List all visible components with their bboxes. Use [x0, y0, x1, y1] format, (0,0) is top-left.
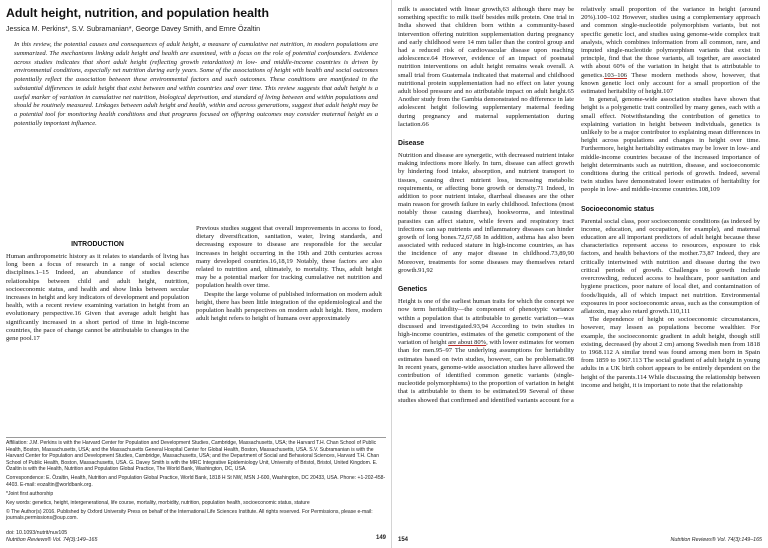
intro-column-left: [6, 240, 189, 343]
author-list: Jessica M. Perkins*, S.V. Subramanian*, George Davey Smith, and Emre Özaltin: [6, 25, 261, 33]
highlighted-estimate: are about 80%: [448, 339, 487, 347]
intro-paragraph-3: Despite the large volume of published information on modern adult height, there has been little integration of the epidemiological and the population health perspectives on modern adult height. Here, modern adult height refers to height of humans over approximately: [196, 290, 382, 323]
page-number: 154: [398, 537, 409, 543]
article-title: Adult height, nutrition, and population health: [6, 6, 269, 20]
right-page: [392, 0, 768, 548]
highlighted-citation: 103–106: [604, 71, 628, 79]
affiliation-note: Affiliation: J.M. Perkins is with the Harvard Center for Population and Development Studies, Cambridge, Massachusetts, USA; the Harvard T.H. Chan School of Public Health, Boston, Massachusetts, USA; and the Massachusetts General Hospital Center for Global Health, Boston, Massachusetts, USA. S.V. Subramanian is with the Harvard Center for Population and Development Studies, Cambridge, Massachusetts, USA; and the Department of Social and Behavioral Sciences, Harvard T.H. Chan School of Public Health, Boston, Massachusetts, USA. G. Davey Smith is with the MRC Integrative Epidemiology Unit, University of Bristol, Bristol, United Kingdom. E. Özaltin is with the Health, Nutrition and Population Global Practice, The World Bank, Washington, DC, USA.: [6, 440, 380, 472]
correspondence-note[interactable]: Correspondence: E. Özaltin, Health, Nutrition and Population Global Practice, World Bank, 1818 H St NW, MSN J-600, Washington, DC 20433, USA. Phone: +1-202-458-4403. E-mail: eozaltin@worldbank.org.: [6, 475, 386, 488]
introduction-heading: INTRODUCTION: [71, 241, 124, 248]
page-number: 149: [375, 535, 386, 541]
gwas-paragraph: In general, genome-wide association studies have shown that height is a polygenetic trait controlled by many genes, each with a small effect. Notwithstanding the contribution of genetics to explaining variation in height between individuals, genetics is unlikely to be a major contributor to explaining mean differences in height across populations and changes in height over time. Furthermore, height heritability estimates may be lower in low- and middle-income countries because of the increased importance of height determinants such as nutrition, disease, and socioeconomic conditions during the critical periods of growth. Indeed, several twin studies have demonstrated lower estimates of heritability for people in low- and middle-income countries.108,109: [581, 96, 760, 194]
right-column-2: [581, 6, 760, 390]
right-column-1: [398, 6, 574, 405]
nutrition-paragraph: milk is associated with linear growth,63 although there may be something specific to milk itself besides milk protein. One trial in India showed that children born within a community-based intervention offering nutrition supplementation during pregnancy and early childhood were 14 mm taller than the control group and had a reduced risk of cardiovascular disease upon reaching adolescence.64 However, evidence of an impact of postnatal nutrition interventions on adult height remains weak overall. A small trial from Guatemala indicated that maternal and childhood nutritional protein supplementation had no effect on later young adult blood pressure and no attributable impact on adult height.65 Another study from the Gambia demonstrated no difference in late adolescent height following supplementary maternal feeding during pregnancy and maternal supplementation during lactation.66: [398, 6, 574, 128]
intro-paragraph-1: Human anthropometric history as it relates to standards of living has long been a focus of research in a range of social science disciplines.1–15 Indeed, an abundance of studies describe relationships between child and adult height, nutrition, socioeconomic status, and health and show links between secular increases in height and key indicators of development and population health, with a recent review examining variation in height from an evolutionary perspective.16 Given that average adult height has significantly increased in a short period of time in high-income countries, the pace of change cannot be attributable to changes in the gene pool.17: [6, 253, 189, 343]
heritability-paragraph: relatively small proportion of the variance in height (around 20%).100–102 However, studies using a complementary approach and common single-nucleotide polymorphism variants, but not specific genetic loci, and studies using genome-wide complex trait analysis, which combines information from all common, rare, and imputed single-nucleotide polymorphism variants that exist in principle, find that the those variants, all together, are associated with about 60% of the variation in height that is attributable to genetics.103–106 These modern methods show, however, that known genetic loci only account for a small proportion of the estimated heritability of height.107: [581, 6, 760, 96]
ses-paragraph-1: Parental social class, poor socioeconomic conditions (as indexed by income, education, and occupation, for example), and maternal education are all important predictors of adult height because these characteristics represent access to resources, exposure to risk factors, and health behaviors of the mother.73,87 Indeed, they are critically intertwined with nutrition and disease during the two critical periods of growth. Challenges to growth include overcrowding, reduced access to healthcare, poor sanitation and hygiene practices, poor nature of local diet, and contamination of foods/liquids, all of which impact net nutrition. Environmental exposures in poor socioeconomic areas, such as the consumption of aflatoxin, may also retard growth.110,111: [581, 217, 760, 315]
abstract: In this review, the potential causes and consequences of adult height, a measure of cumulative net nutrition, in modern populations are summarized. The mechanisms linking adult height and health are examined, with a focus on the role of potential confounders. Evidence across studies indicates that short adult height (reflecting growth retardation) in low- and middle-income countries is driven by environmental conditions, especially net nutrition during early years. Some of the associations of height with health and social outcomes potentially reflect the association between these environmental factors and such outcomes. These conditions are manifested in the substantial differences in adult height that exist between and within countries and over time. This review suggests that adult height is a useful marker of variation in cumulative net nutrition, biological deprivation, and standard of living between and within populations and should be routinely measured. Linkages between adult height and health, within and across generations, suggest that adult height may be a potential tool for monitoring health conditions and that programs focused on offspring outcomes may consider maternal height as a potentially important influence.: [14, 41, 378, 127]
intro-column-right: [196, 225, 382, 323]
copyright-note: © The Author(s) 2016. Published by Oxford University Press on behalf of the International Life Sciences Institute. All rights reserved. For Permissions, please e-mail: journals.permissions@oup.com.: [6, 508, 373, 521]
footnote-divider: [6, 437, 386, 438]
left-page-footer: [6, 530, 386, 543]
keywords-note: Key words: genetics, height, intergenerational, life course, mortality, morbidity, nutrition, population health, socioeconomic status, stature: [6, 499, 310, 506]
journal-citation: Nutrition Reviews® Vol. 74(3):149–165: [6, 536, 98, 543]
genetics-heading: Genetics: [398, 286, 428, 294]
doi-link[interactable]: doi: 10.1093/nutrit/nuv105: [6, 530, 68, 536]
ses-heading: Socioeconomic status: [581, 205, 655, 213]
joint-authorship-note: *Joint first authorship: [6, 490, 54, 497]
ses-paragraph-2: The dependence of height on socioeconomic circumstances, however, may lessen as populations become wealthier. For example, the socioeconomic gradient in adult height, though still existing, decreased (by about 2 cm) among Swedish men from 1818 to 1968.112 A similar trend was found among men born in Spain from 1859 to 1967.113 The social gradient of adult height in young adults in a UK birth cohort appears to be entirely dependent on the height of the parents.114 While discussing the relationship between income and height, it is important to note that the relationship: [581, 316, 760, 389]
right-page-footer: [398, 537, 762, 546]
genetics-paragraph: Height is one of the earliest human traits for which the concept we now term heritability—the component of phenotypic variance within a population that is attributable to genetic variation—was discussed and investigated.93,94 According to twin studies in high-income countries, estimates of the genetic component of the variation of height are about 80%, with lower estimates for women than for men.95–97 The underlying assumptions for heritability estimates based on twin studies, however, can be problematic.98 In recent years, genome-wide association studies have allowed the contribution of identified common genetic variants (single-nucleotide polymorphisms) to the proportion of variation in height that is attributable to them to be estimated.99 Several of these studies showed that confirmed and identified variants account for a: [398, 298, 575, 404]
footnotes: [6, 440, 386, 524]
journal-citation: Nutrition Reviews® Vol. 74(3):149–165: [670, 537, 762, 543]
disease-heading: Disease: [398, 140, 425, 148]
intro-paragraph-2: Previous studies suggest that overall improvements in access to food, dietary diversification, sanitation, water, living standards, and decreasing exposure to disease are responsible for the secular increases in height occurring in the 19th and 20th centuries across many developed countries.16,18,19 Notably, these factors are also related to nutrition and, ultimately, to mortality. Thus, adult height may be a potential marker for tracking cumulative net nutrition and population health over time.: [196, 225, 382, 290]
disease-paragraph: Nutrition and disease are synergetic, with decreased nutrient intake making infections more likely. In turn, disease can affect growth by hindering food intake, absorption, and nutrient transport to tissues, causing direct nutrient loss, increasing metabolic requirements, or affecting bone growth or density.71 Indeed, in addition to poor nutrient intake, diarrheal diseases are the other main reason for growth failure in early childhood. Infections (most notably those causing diarrhea), hookworms, and intestinal parasites can affect stature, while fevers and respiratory tract infections can sap nutrients and inflammatory diseases can hinder growth of long bones.72,67,68 In addition, asthma has also been associated with reduced stature in high-income countries, as has the incidence of any major disease in childhood.73,89,90 Moreover, treatments for some diseases may themselves retard growth.91,92: [398, 152, 574, 274]
